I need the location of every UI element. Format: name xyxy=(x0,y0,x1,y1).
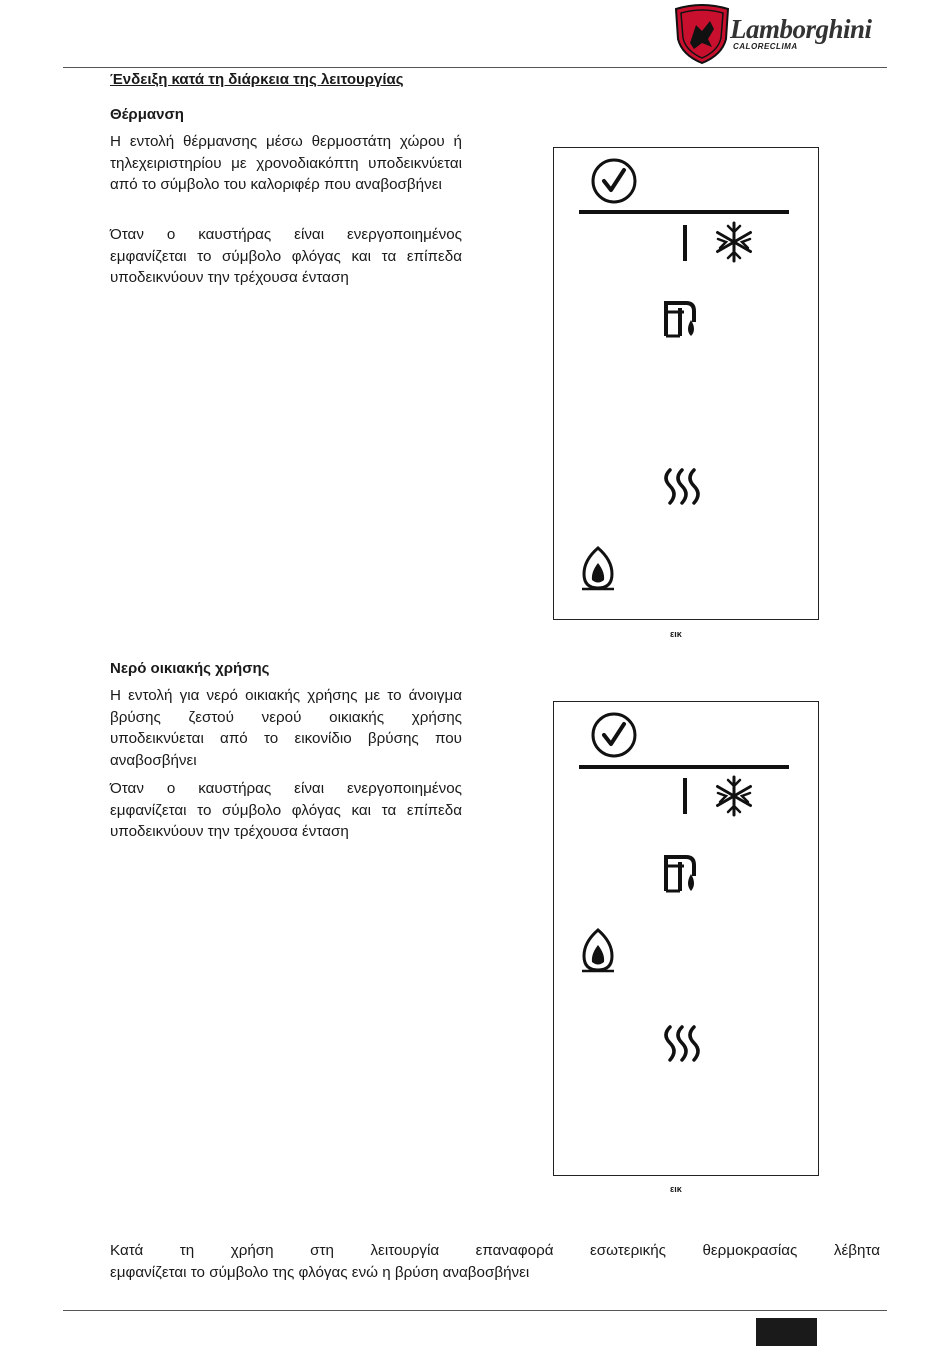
page-number-box xyxy=(756,1318,817,1346)
separator-bar xyxy=(683,778,687,814)
dhw-para-2: Όταν ο καυστήρας είναι ενεργοποιημένος εμφανίζεται το σύμβολο φλόγας και τα επίπεδα υποδεικνύουν την τρέχουσα ένταση xyxy=(110,780,462,841)
logo-shield-icon xyxy=(672,3,732,65)
display-panel-dhw xyxy=(553,701,819,1176)
bottom-paragraph xyxy=(110,1240,880,1283)
brand-subtitle: CALORECLIMA xyxy=(733,42,798,51)
display-panel-heating xyxy=(553,147,819,620)
radiator-heat-icon xyxy=(666,1027,698,1060)
snowflake-icon xyxy=(718,777,751,815)
check-circle-icon xyxy=(593,714,635,756)
figure-caption-dhw: εικ xyxy=(670,1184,682,1194)
tap-icon xyxy=(666,301,694,336)
snowflake-icon xyxy=(718,223,751,261)
display-divider xyxy=(579,210,789,214)
figure-caption-heating: εικ xyxy=(670,629,682,639)
radiator-heat-icon xyxy=(666,470,698,503)
bottom-line-2: εμφανίζεται το σύμβολο της φλόγας ενώ η βρύση αναβοσβήνει xyxy=(110,1263,530,1281)
dhw-heading: Νερό οικιακής χρήσης xyxy=(110,660,270,677)
heating-heading: Θέρμανση xyxy=(110,106,184,123)
check-circle-icon xyxy=(593,160,635,202)
heating-para-2: Όταν ο καυστήρας είναι ενεργοποιημένος εμφανίζεται το σύμβολο φλόγας και τα επίπεδα υποδεικνύουν την τρέχουσα ένταση xyxy=(110,226,462,287)
flame-icon xyxy=(582,930,614,971)
dhw-para-1: Η εντολή για νερό οικιακής χρήσης με το άνοιγμα βρύσης ζεστού νερού οικιακής χρήσης υποδεικνύεται από το εικονίδιο βρύσης που αναβοσβήνει xyxy=(110,687,462,770)
bottom-line-1: Κατά τη χρήση στη λειτουργία επαναφορά εσωτερικής θερμοκρασίας λέβητα xyxy=(110,1242,880,1259)
tap-icon xyxy=(666,855,694,891)
footer-divider xyxy=(63,1310,887,1311)
section-title: Ένδειξη κατά τη διάρκεια της λειτουργίας xyxy=(110,71,404,88)
display-divider xyxy=(579,765,789,769)
brand-name: Lamborghini xyxy=(730,14,872,44)
flame-icon xyxy=(582,548,614,589)
heating-para-1: Η εντολή θέρμανσης μέσω θερμοστάτη χώρου ή τηλεχειριστηρίου με χρονοδιακόπτη υποδεικνύεται από το σύμβολο του καλοριφέρ που αναβοσβήνει xyxy=(110,133,462,194)
header-divider xyxy=(63,67,887,68)
separator-bar xyxy=(683,225,687,261)
